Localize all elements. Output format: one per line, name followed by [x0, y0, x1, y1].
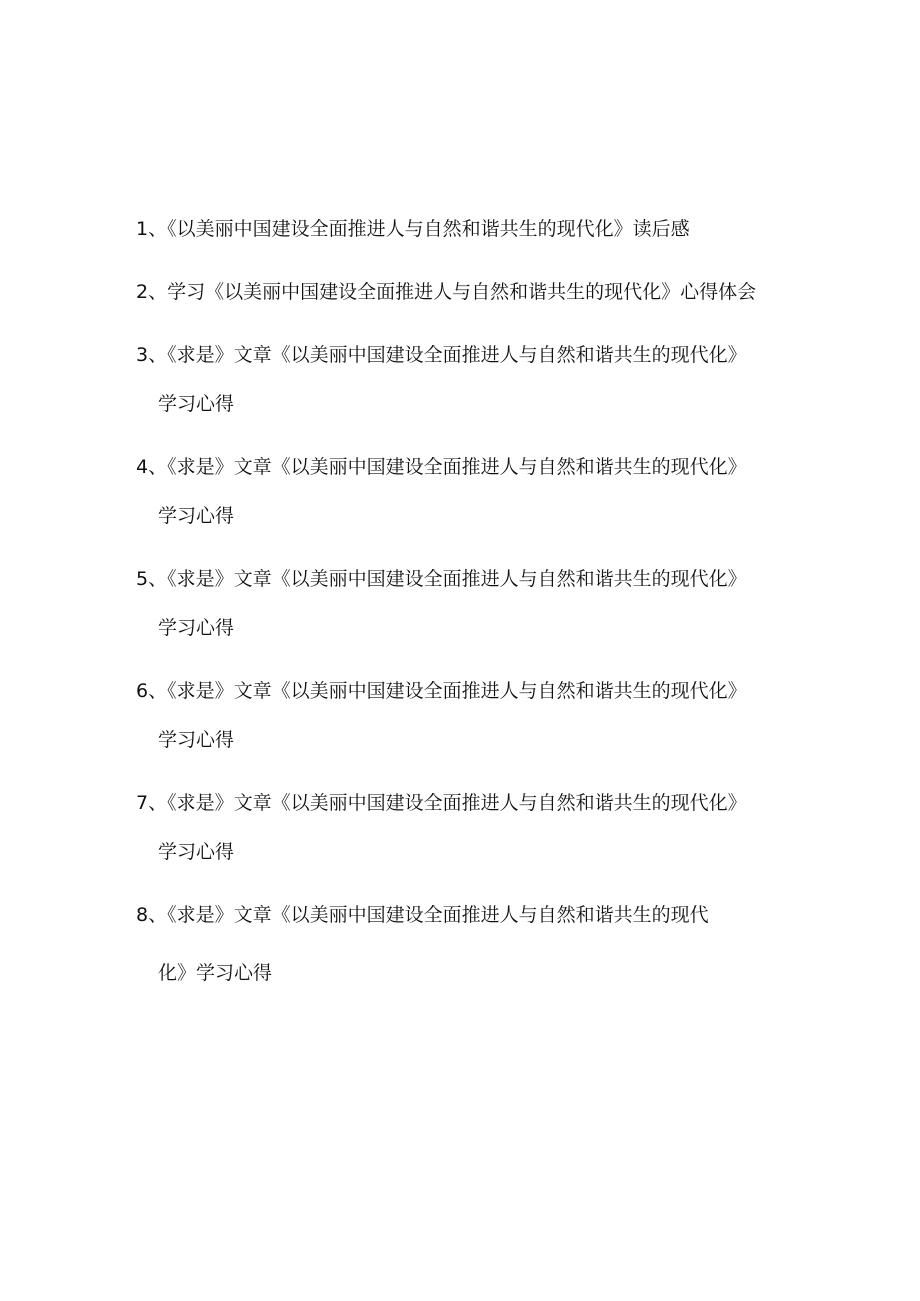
toc-entry-title: 3、《求是》文章《以美丽中国建设全面推进人与自然和谐共生的现代化》 — [136, 344, 747, 366]
toc-entry-title: 5、《求是》文章《以美丽中国建设全面推进人与自然和谐共生的现代化》 — [136, 568, 747, 590]
toc-entry-title: 6、《求是》文章《以美丽中国建设全面推进人与自然和谐共生的现代化》 — [136, 680, 747, 702]
toc-entry-continuation: 学习心得 — [158, 617, 235, 639]
toc-entry-title: 4、《求是》文章《以美丽中国建设全面推进人与自然和谐共生的现代化》 — [136, 456, 747, 478]
toc-entry-title: 7、《求是》文章《以美丽中国建设全面推进人与自然和谐共生的现代化》 — [136, 792, 747, 814]
table-of-contents — [136, 212, 836, 1019]
toc-entry-continuation: 学习心得 — [158, 841, 235, 863]
toc-entry-continuation: 学习心得 — [158, 393, 235, 415]
toc-entry-7 — [136, 786, 836, 870]
toc-entry-8 — [136, 898, 836, 991]
toc-entry-continuation: 学习心得 — [158, 505, 235, 527]
toc-entry-title: 1、《以美丽中国建设全面推进人与自然和谐共生的现代化》读后感 — [136, 218, 690, 240]
toc-entry-6 — [136, 674, 836, 758]
toc-entry-title: 2、学习《以美丽中国建设全面推进人与自然和谐共生的现代化》心得体会 — [136, 281, 757, 303]
toc-entry-4 — [136, 450, 836, 534]
toc-entry-continuation: 化》学习心得 — [158, 962, 273, 984]
toc-entry-title: 8、《求是》文章《以美丽中国建设全面推进人与自然和谐共生的现代 — [136, 904, 709, 926]
toc-entry-continuation: 学习心得 — [158, 729, 235, 751]
toc-entry-2 — [136, 275, 836, 310]
toc-entry-5 — [136, 562, 836, 646]
toc-entry-1 — [136, 212, 836, 247]
toc-entry-3 — [136, 338, 836, 422]
